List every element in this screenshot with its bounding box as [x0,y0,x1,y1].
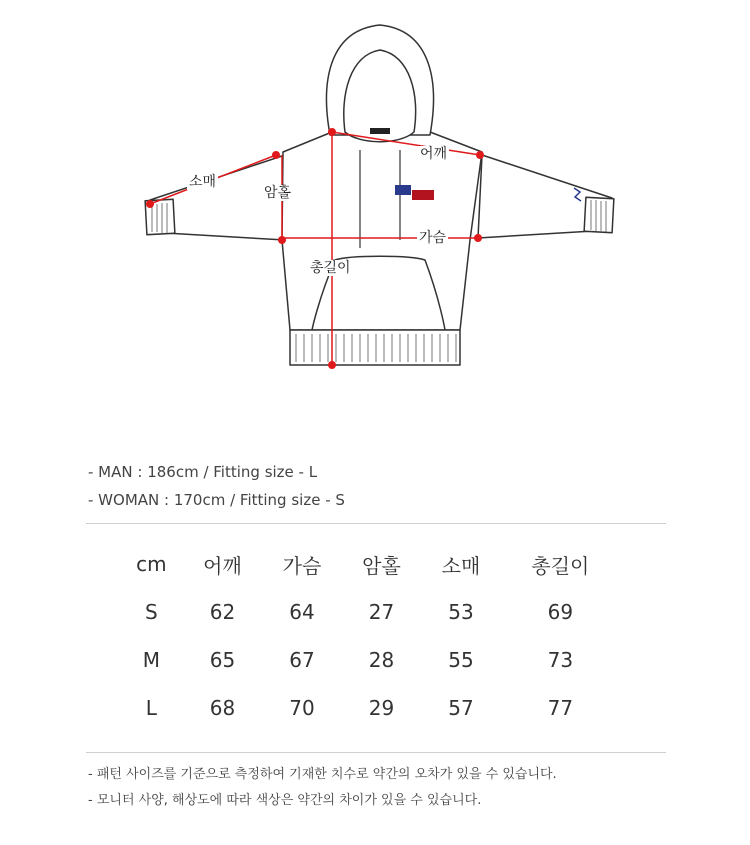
armhole-end-marker [278,236,286,244]
cell-armhole: 28 [368,648,395,672]
table-row [120,684,620,732]
cell-total-length: 77 [547,696,574,720]
shoulder-end-marker [476,151,484,159]
notes [88,762,557,814]
cell-shoulder: 65 [209,648,236,672]
cell-total-length: 69 [547,600,574,624]
fitting-man: - MAN : 186cm / Fitting size - L [88,463,318,481]
header-unit: cm [136,552,167,576]
note-monitor-color: - 모니터 사양, 해상도에 따라 색상은 약간의 차이가 있을 수 있습니다. [88,793,482,808]
right-cuff [584,197,614,232]
chest-end-marker [474,234,482,242]
label-total-length: 총길이 [310,260,351,276]
divider-bottom [86,752,666,753]
cell-total-length: 73 [547,648,574,672]
row-size: L [145,696,157,720]
row-size: S [145,600,158,624]
waistband [290,330,460,365]
label-armhole: 암홀 [264,185,292,201]
header-shoulder: 어깨 [203,553,242,578]
cell-chest: 67 [289,648,315,672]
label-sleeve: 소매 [189,174,217,190]
chest-patch-red [412,190,434,200]
neck-label [370,128,390,134]
hoodie-illustration [0,0,750,400]
fitting-info [88,458,345,514]
header-total-length: 총길이 [531,553,590,578]
cell-chest: 70 [289,696,315,720]
label-chest: 가슴 [419,230,447,246]
sleeve-start-marker [272,151,280,159]
header-armhole: 암홀 [362,553,401,578]
sleeve-end-marker [146,200,154,208]
cell-shoulder: 62 [209,600,236,624]
table-header-row [120,540,620,588]
table-row [120,636,620,684]
size-diagram [0,0,750,400]
cell-armhole: 27 [368,600,395,624]
chest-patch-blue [395,185,411,195]
note-measurement: - 패턴 사이즈를 기준으로 측정하여 기재한 치수로 약간의 오차가 있을 수 있습니다. [88,767,557,782]
table-row [120,588,620,636]
cell-shoulder: 68 [209,696,236,720]
label-shoulder: 어깨 [420,146,448,162]
size-table [120,540,620,732]
cell-sleeve: 57 [448,696,474,720]
cell-sleeve: 53 [448,600,474,624]
cell-chest: 64 [289,600,315,624]
cell-sleeve: 55 [448,648,474,672]
divider-top [86,523,666,524]
header-sleeve: 소매 [441,553,481,578]
shoulder-start-marker [328,128,336,136]
row-size: M [142,648,160,672]
length-end-marker [328,361,336,369]
fitting-woman: - WOMAN : 170cm / Fitting size - S [88,491,345,509]
cell-armhole: 29 [368,696,395,720]
header-chest: 가슴 [282,553,322,578]
